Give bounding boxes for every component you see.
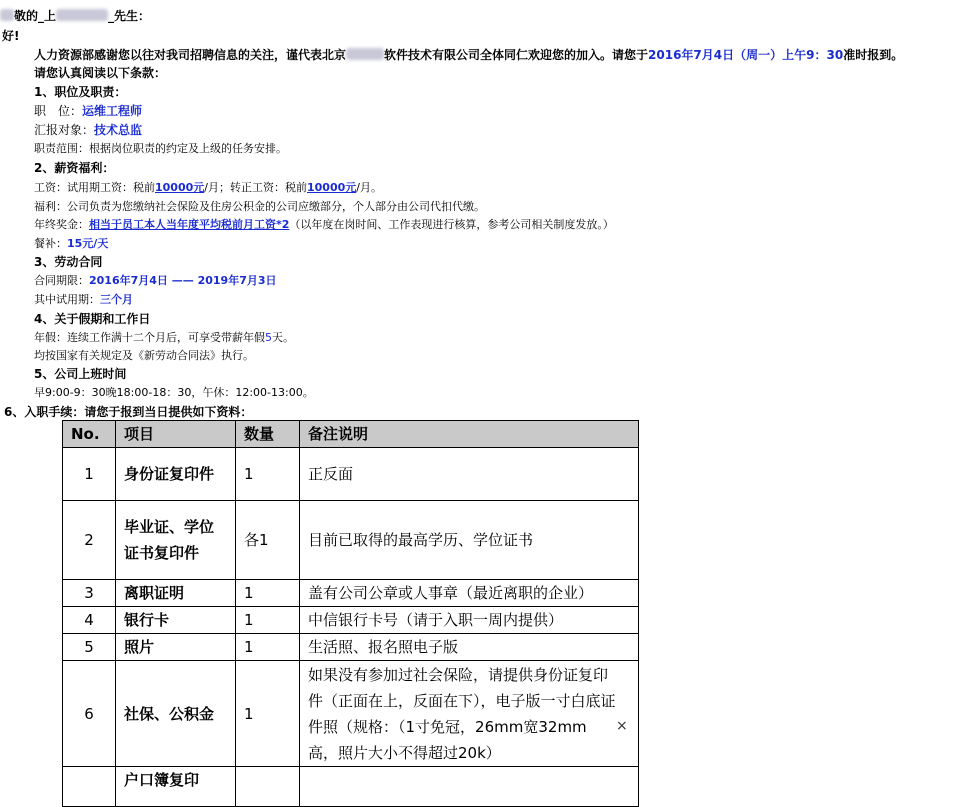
section-3-title: 3、劳动合同 xyxy=(34,255,103,269)
close-icon[interactable]: × xyxy=(616,718,628,734)
redacted-mark xyxy=(56,9,108,21)
leave-days: 5 xyxy=(265,331,272,344)
row-qty: 各1 xyxy=(236,501,300,580)
row-qty: 1 xyxy=(236,580,300,607)
section-1-title: 1、职位及职责： xyxy=(34,85,127,99)
report-date: 2016年7月4日（周一）上午9：30 xyxy=(648,48,844,62)
row-no: 1 xyxy=(63,448,116,501)
row-no: 5 xyxy=(63,634,116,661)
salary-text-b: /月；转正工资：税前 xyxy=(204,181,307,194)
scope-line: 职责范围：根据岗位职责的约定及上级的任务安排。 xyxy=(34,142,287,155)
probation-salary: 10000元 xyxy=(155,181,205,194)
row-item: 毕业证、学位证书复印件 xyxy=(116,501,236,580)
term-value: 2016年7月4日 —— 2019年7月3日 xyxy=(89,274,277,287)
row-note: 如果没有参加过社会保险，请提供身份证复印件（正面在上，反面在下），电子版一寸白底证件照（规格：（1寸免冠，26mm宽32mm高，照片大小不得超过20k） xyxy=(300,661,639,767)
row-no xyxy=(63,767,116,807)
intro-text-a: 人力资源部感谢您以往对我司招聘信息的关注，谨代表北京 xyxy=(34,48,347,62)
table-row xyxy=(63,448,639,501)
row-item: 身份证复印件 xyxy=(116,448,236,501)
header-note: 备注说明 xyxy=(300,421,639,448)
table-row xyxy=(63,634,639,661)
salutation xyxy=(0,8,150,24)
term-label: 合同期限： xyxy=(34,274,89,287)
salary-text-a: 工资：试用期工资：税前 xyxy=(34,181,155,194)
row-qty: 1 xyxy=(236,607,300,634)
report-line xyxy=(34,122,142,138)
salary-text-c: /月。 xyxy=(356,181,382,194)
row-item: 社保、公积金 xyxy=(116,661,236,767)
row-note: 目前已取得的最高学历、学位证书 xyxy=(300,501,639,580)
probation-line xyxy=(34,292,133,308)
salutation-suffix: _先生： xyxy=(108,9,151,23)
report-label: 汇报对象： xyxy=(34,123,95,137)
annual-leave-line xyxy=(34,330,294,346)
row-qty: 1 xyxy=(236,661,300,767)
meal-value: 15元/天 xyxy=(67,237,109,250)
work-hours-line: 早9:00-9：30晚18:00-18：30，午休：12:00-13:00。 xyxy=(34,386,314,399)
header-item: 项目 xyxy=(116,421,236,448)
table-row xyxy=(63,580,639,607)
row-qty: 1 xyxy=(236,448,300,501)
section-4-title: 4、关于假期和工作日 xyxy=(34,312,151,326)
welfare-line: 福利：公司负责为您缴纳社会保险及住房公积金的公司应缴部分，个人部分由公司代扣代缴。 xyxy=(34,200,485,213)
row-item: 离职证明 xyxy=(116,580,236,607)
table-header-row xyxy=(63,421,639,448)
bonus-note: （以年度在岗时间、工作表现进行核算，参考公司相关制度发放。） xyxy=(289,218,614,231)
intro-text-b: 软件技术有限公司全体同仁欢迎您的加入。请您于 xyxy=(384,48,649,62)
leave-text-b: 天。 xyxy=(272,331,294,344)
row-item: 银行卡 xyxy=(116,607,236,634)
table-row xyxy=(63,607,639,634)
row-no: 3 xyxy=(63,580,116,607)
row-item: 照片 xyxy=(116,634,236,661)
row-note: 正反面 xyxy=(300,448,639,501)
row-no: 4 xyxy=(63,607,116,634)
row-note: 盖有公司公章或人事章（最近离职的企业） xyxy=(300,580,639,607)
row-no: 6 xyxy=(63,661,116,767)
section-5-title: 5、公司上班时间 xyxy=(34,367,127,381)
header-no: No. xyxy=(63,421,116,448)
report-value: 技术总监 xyxy=(94,123,143,137)
probation-label: 其中试用期： xyxy=(34,293,100,306)
regular-salary: 10000元 xyxy=(307,181,357,194)
intro-text-c: 准时报到。 xyxy=(843,48,904,62)
row-note: 中信银行卡号（请于入职一周内提供） xyxy=(300,607,639,634)
row-note: 生活照、报名照电子版 xyxy=(300,634,639,661)
bonus-value: 相当于员工本人当年度平均税前月工资*2 xyxy=(89,218,290,231)
leave-text-a: 年假：连续工作满十二个月后，可享受带薪年假 xyxy=(34,331,265,344)
redacted-mark xyxy=(346,48,384,60)
salutation-prefix: 敬的_上 xyxy=(14,9,57,23)
meal-line xyxy=(34,236,108,252)
position-line xyxy=(34,103,142,119)
labor-law-line: 均按国家有关规定及《新劳动合同法》执行。 xyxy=(34,349,254,362)
table-row xyxy=(63,767,639,807)
greeting: 好! xyxy=(2,29,20,43)
salary-line xyxy=(34,180,382,196)
redacted-mark xyxy=(0,9,14,21)
header-qty: 数量 xyxy=(236,421,300,448)
section-2-title: 2、薪资福利： xyxy=(34,161,115,175)
bonus-line xyxy=(34,217,614,233)
read-terms: 请您认真阅读以下条款： xyxy=(34,66,167,80)
table-row xyxy=(63,661,639,767)
position-label: 职 位： xyxy=(34,104,83,118)
row-item: 户口簿复印 xyxy=(116,767,236,807)
meal-label: 餐补： xyxy=(34,237,67,250)
position-value: 运维工程师 xyxy=(82,104,143,118)
table-row xyxy=(63,501,639,580)
bonus-label: 年终奖金： xyxy=(34,218,89,231)
row-no: 2 xyxy=(63,501,116,580)
row-qty xyxy=(236,767,300,807)
onboarding-materials-table xyxy=(62,420,639,807)
section-6-title: 6、入职手续：请您于报到当日提供如下资料： xyxy=(4,405,253,419)
intro-paragraph xyxy=(34,47,903,63)
row-note xyxy=(300,767,639,807)
probation-value: 三个月 xyxy=(100,293,133,306)
contract-term-line xyxy=(34,273,277,289)
row-qty: 1 xyxy=(236,634,300,661)
